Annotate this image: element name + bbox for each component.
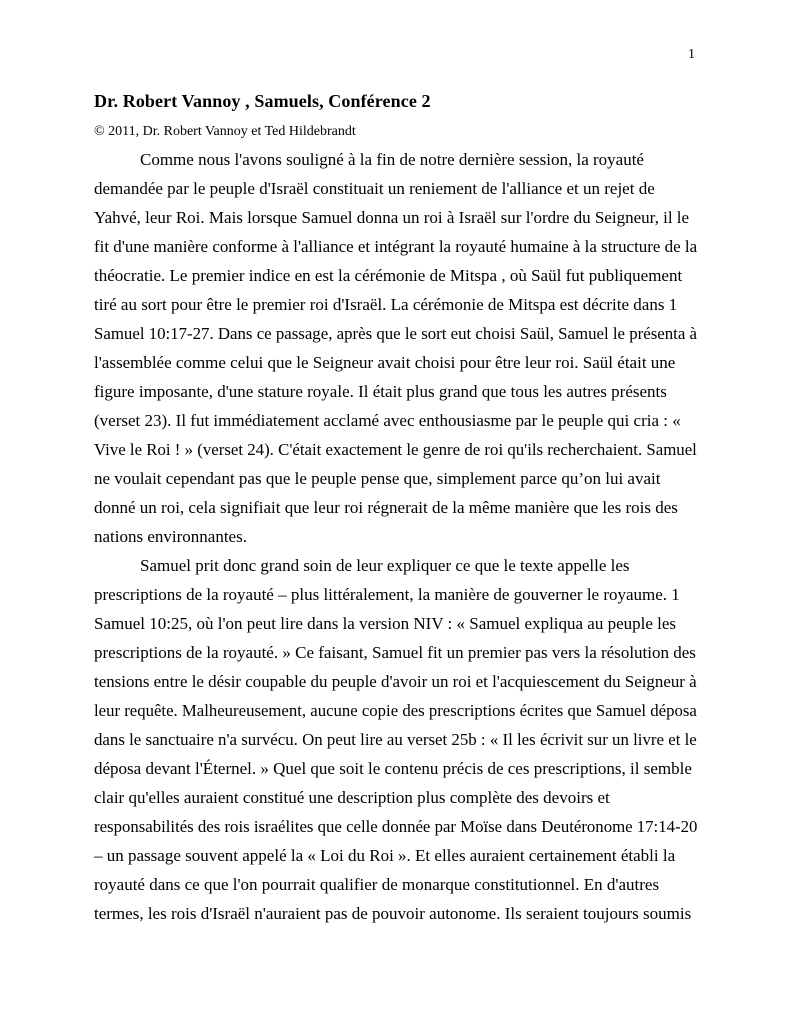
paragraph-2-line: Samuel 10:25, où l'on peut lire dans la version NIV : « Samuel expliqua au peuple les	[94, 614, 677, 633]
paragraph-2-line: responsabilités des rois israélites que celle donnée par Moïse dans Deutéronome 17:14-20	[94, 817, 698, 836]
paragraph-1-line: Vive le Roi ! » (verset 24). C'était exactement le genre de roi qu'ils recherchaient. Samuel	[94, 440, 697, 459]
paragraph-1-line: Comme nous l'avons souligné à la fin de notre dernière session, la royauté	[140, 150, 644, 169]
paragraph-2-line: leur requête. Malheureusement, aucune copie des prescriptions écrites que Samuel déposa	[94, 701, 697, 720]
paragraph-1-line: Yahvé, leur Roi. Mais lorsque Samuel donna un roi à Israël sur l'ordre du Seigneur, il le	[94, 208, 690, 227]
paragraph-2-line: dans le sanctuaire n'a survécu. On peut lire au verset 25b : « Il les écrivit sur un livre et le	[94, 730, 697, 749]
paragraph-2-line: royauté dans ce que l'on pourrait qualifier de monarque constitutionnel. En d'autres	[94, 875, 660, 894]
paragraph-1-line: ne voulait cependant pas que le peuple pense que, simplement parce qu’on lui avait	[94, 469, 661, 488]
paragraph-1-line: donné un roi, cela signifiait que leur roi régnerait de la même manière que les rois des	[94, 498, 678, 517]
paragraph-1-line: tiré au sort pour être le premier roi d'Israël. La cérémonie de Mitspa est décrite dans 1	[94, 295, 678, 314]
paragraph-2-line: clair qu'elles auraient constitué une description plus complète des devoirs et	[94, 788, 610, 807]
page-number: 1	[688, 47, 695, 62]
paragraph-2-line: – un passage souvent appelé la « Loi du Roi ». Et elles auraient certainement établi la	[94, 846, 676, 865]
paragraph-2-line: termes, les rois d'Israël n'auraient pas de pouvoir autonome. Ils seraient toujours soumis	[94, 904, 692, 923]
paragraph-2-line: prescriptions de la royauté. » Ce faisant, Samuel fit un premier pas vers la résolution des	[94, 643, 696, 662]
paragraph-1-line: fit d'une manière conforme à l'alliance et intégrant la royauté humaine à la structure de la	[94, 237, 698, 256]
paragraph-2-line: déposa devant l'Éternel. » Quel que soit le contenu précis de ces prescriptions, il semble	[94, 759, 692, 778]
paragraph-2-line: Samuel prit donc grand soin de leur expliquer ce que le texte appelle les	[140, 556, 630, 575]
paragraph-1-line: demandée par le peuple d'Israël constituait un reniement de l'alliance et un rejet de	[94, 179, 655, 198]
paragraph-1-line: l'assemblée comme celui que le Seigneur avait choisi pour être leur roi. Saül était une	[94, 353, 676, 372]
copyright-notice: © 2011, Dr. Robert Vannoy et Ted Hildebrandt	[94, 124, 356, 139]
paragraph-1-line: (verset 23). Il fut immédiatement acclamé avec enthousiasme par le peuple qui cria : «	[94, 411, 681, 430]
paragraph-1-line: Samuel 10:17-27. Dans ce passage, après que le sort eut choisi Saül, Samuel le présenta à	[94, 324, 697, 343]
paragraph-1-line: théocratie. Le premier indice en est la cérémonie de Mitspa , où Saül fut publiquement	[94, 266, 683, 285]
paragraph-2-line: prescriptions de la royauté – plus littéralement, la manière de gouverner le royaume. 1	[94, 585, 680, 604]
document-title: Dr. Robert Vannoy , Samuels, Conférence 2	[94, 91, 431, 111]
paragraph-1-line: nations environnantes.	[94, 527, 247, 546]
paragraph-2-line: tensions entre le désir coupable du peuple d'avoir un roi et l'acquiescement du Seigneur à	[94, 672, 697, 691]
paragraph-1-line: figure imposante, d'une stature royale. Il était plus grand que tous les autres présents	[94, 382, 667, 401]
